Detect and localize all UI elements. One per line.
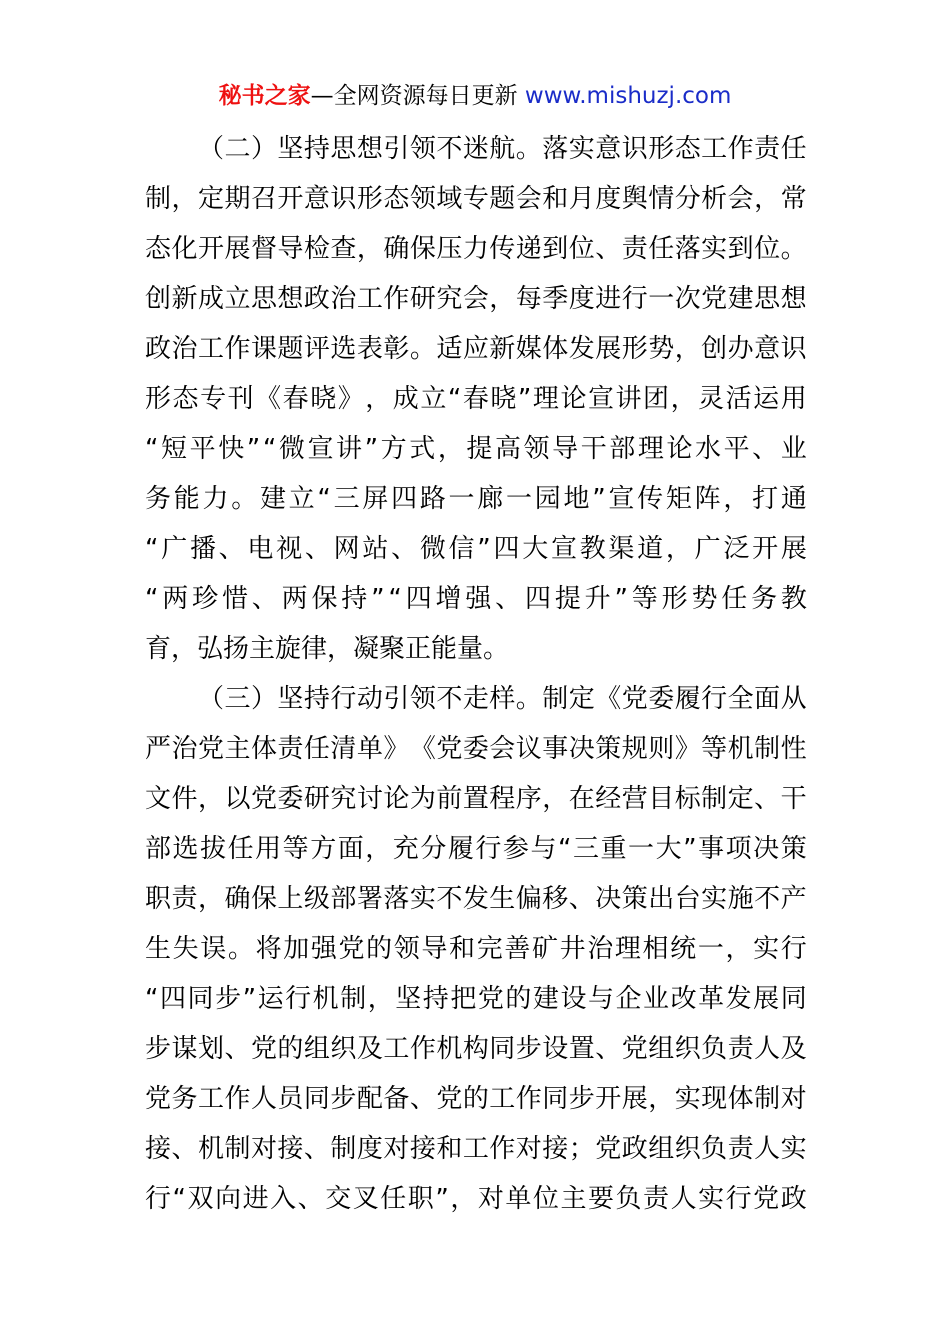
document-body [145, 124, 807, 1224]
text-line: 制 ， 定 期 召 开 意 识 形 态 领 域 专 题 会 和 月 度 舆 情 分 析 会 ， 常 [145, 184, 807, 214]
text-line: 形 态 专 刊 《 春 晓 》 ， 成 立 “ 春 晓 ” 理 论 宣 讲 团 ， 灵 活 运 用 [145, 384, 807, 414]
text-line: 部 选 拔 任 用 等 方 面 ， 充 分 履 行 参 与 “ 三 重 一 大 ” 事 项 决 策 [145, 834, 807, 864]
text-line: 接 、 机 制 对 接 、 制 度 对 接 和 工 作 对 接 ； 党 政 组 织 负 责 人 实 [145, 1134, 807, 1164]
text-line: 步 谋 划 、 党 的 组 织 及 工 作 机 构 同 步 设 置 、 党 组 织 负 责 人 及 [145, 1034, 807, 1064]
site-brand: 秘书之家 [218, 83, 311, 109]
text-line: “ 广 播 、 电 视 、 网 站 、 微 信 ” 四 大 宣 教 渠 道 ， 广 泛 开 展 [145, 534, 807, 564]
site-tagline: —全网资源每日更新 [310, 83, 518, 109]
text-line: 创 新 成 立 思 想 政 治 工 作 研 究 会 ， 每 季 度 进 行 一 次 党 建 思 想 [145, 284, 807, 314]
text-line: 严 治 党 主 体 责 任 清 单 》 《 党 委 会 议 事 决 策 规 则 》 等 机 制 性 [145, 734, 807, 764]
paragraph [145, 674, 807, 1224]
text-line: “ 两 珍 惜 、 两 保 持 ” “ 四 增 强 、 四 提 升 ” 等 形 势 任 务 教 [145, 584, 807, 614]
site-banner [0, 80, 950, 112]
text-line: 态 化 开 展 督 导 检 查 ， 确 保 压 力 传 递 到 位 、 责 任 落 实 到 位 。 [145, 234, 807, 264]
text-line: （ 二 ） 坚 持 思 想 引 领 不 迷 航 。 落 实 意 识 形 态 工 作 责 任 [197, 134, 807, 164]
text-line: （ 三 ） 坚 持 行 动 引 领 不 走 样 。 制 定 《 党 委 履 行 全 面 从 [197, 684, 807, 714]
text-line: “ 短 平 快 ” “ 微 宣 讲 ” 方 式 ， 提 高 领 导 干 部 理 论 水 平 、 业 [145, 434, 807, 464]
text-line: 生 失 误 。 将 加 强 党 的 领 导 和 完 善 矿 井 治 理 相 统 一 ， 实 行 [145, 934, 807, 964]
text-line: 政 治 工 作 课 题 评 选 表 彰 。 适 应 新 媒 体 发 展 形 势 ， 创 办 意 识 [145, 334, 807, 364]
text-line: 职 责 ， 确 保 上 级 部 署 落 实 不 发 生 偏 移 、 决 策 出 台 实 施 不 产 [145, 884, 807, 914]
text-line: 文 件 ， 以 党 委 研 究 讨 论 为 前 置 程 序 ， 在 经 营 目 标 制 定 、 干 [145, 784, 807, 814]
site-url-link[interactable]: www.mishuzj.com [524, 83, 732, 109]
text-line: 行 “ 双 向 进 入 、 交 叉 任 职 ” ， 对 单 位 主 要 负 责 人 实 行 党 政 [145, 1184, 807, 1214]
text-line: “ 四 同 步 ” 运 行 机 制 ， 坚 持 把 党 的 建 设 与 企 业 改 革 发 展 同 [145, 984, 807, 1014]
paragraph [145, 124, 807, 674]
text-line: 务 能 力 。 建 立 “ 三 屏 四 路 一 廊 一 园 地 ” 宣 传 矩 阵 ， 打 通 [145, 484, 807, 514]
text-line: 育，弘扬主旋律，凝聚正能量。 [145, 634, 510, 664]
text-line: 党 务 工 作 人 员 同 步 配 备 、 党 的 工 作 同 步 开 展 ， 实 现 体 制 对 [145, 1084, 807, 1114]
